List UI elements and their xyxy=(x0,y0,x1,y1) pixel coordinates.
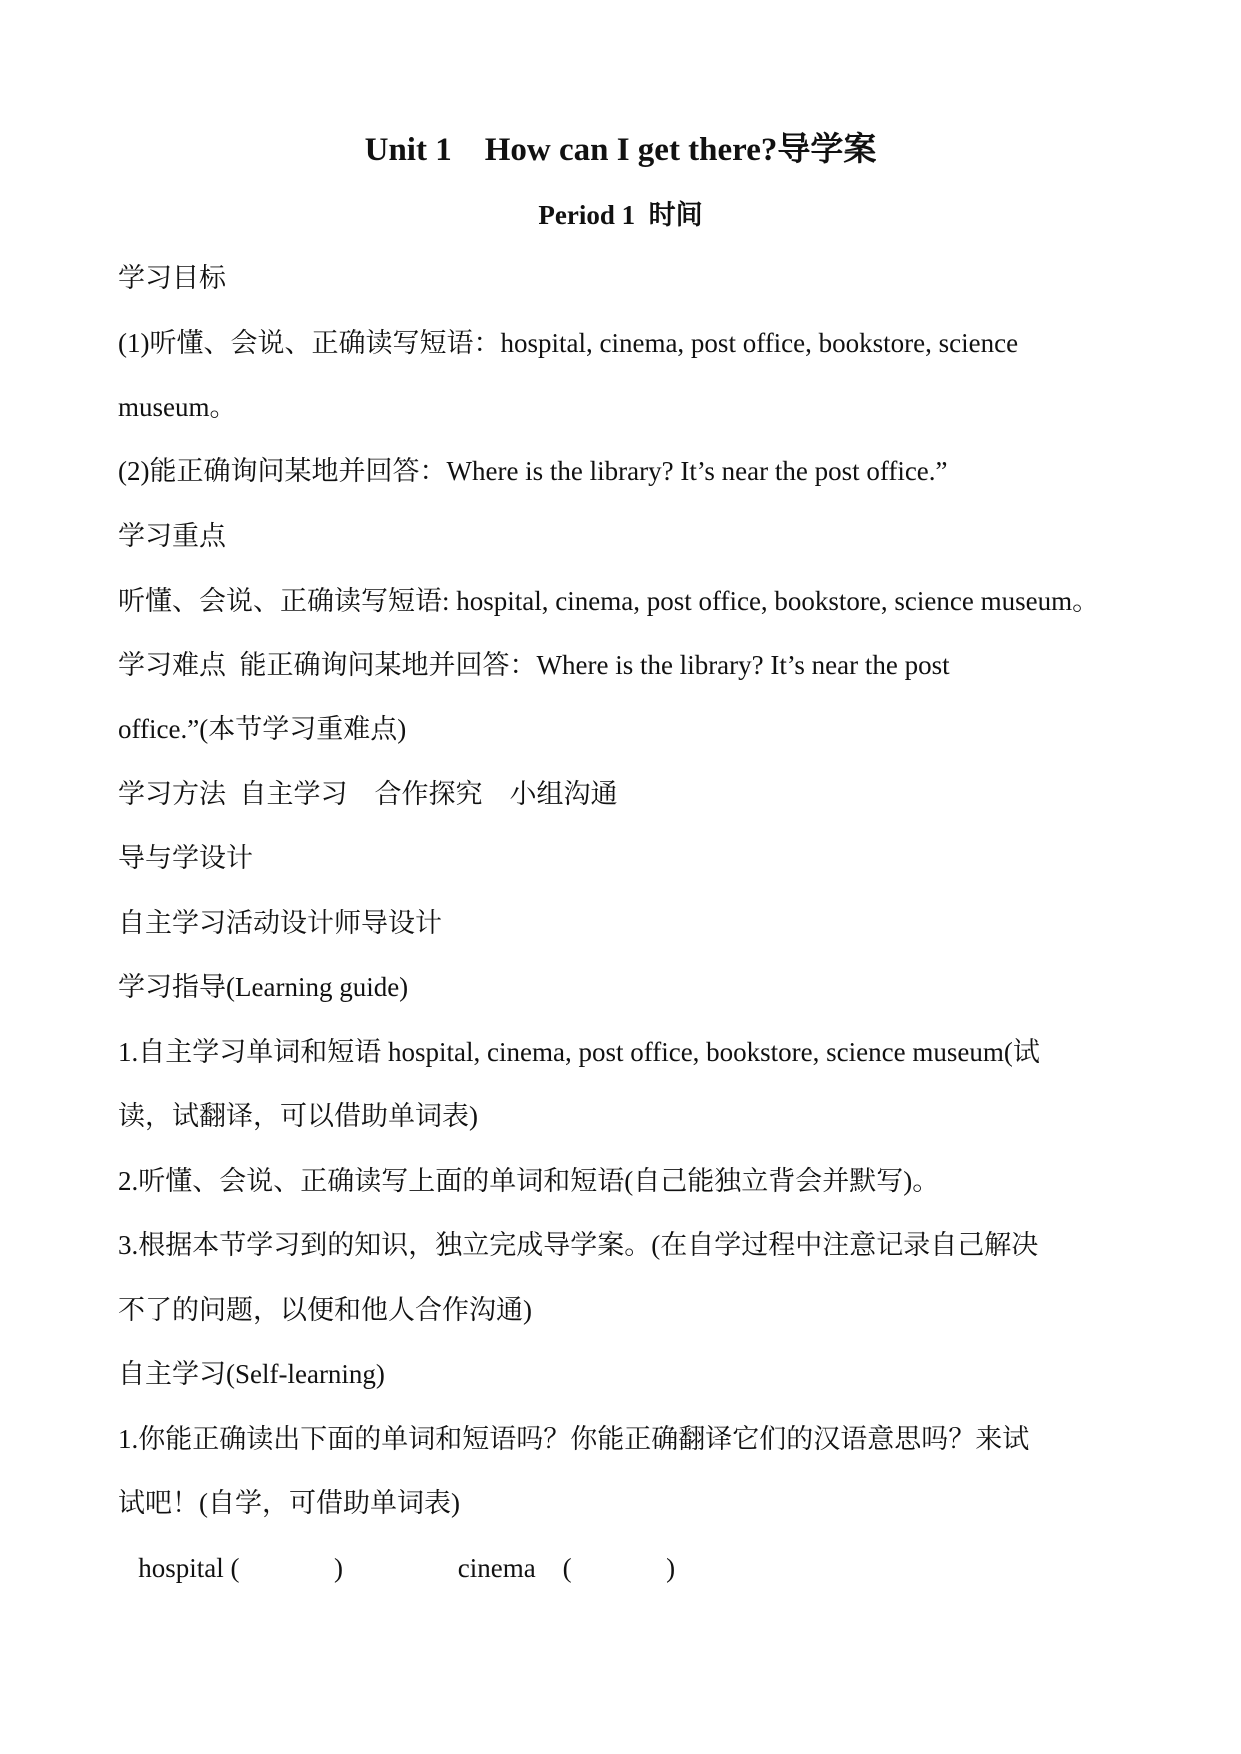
document-title: Unit 1 How can I get there?导学案 xyxy=(364,132,877,168)
guide-item-3-line-2: 不了的问题，以便和他人合作沟通) xyxy=(118,1295,532,1325)
learning-methods: 学习方法 自主学习 合作探究 小组沟通 xyxy=(118,779,618,809)
exercise-1-line-2: 试吧！(自学，可借助单词表) xyxy=(118,1488,460,1518)
difficulty-line-1: 学习难点 能正确询问某地并回答：Where is the library? It’s near the post xyxy=(118,650,950,680)
section-heading-key-points: 学习重点 xyxy=(118,521,226,551)
activity-design-heading: 自主学习活动设计师导设计 xyxy=(118,908,442,938)
self-learning-heading: 自主学习(Self-learning) xyxy=(118,1359,385,1389)
guide-item-1-line-1: 1.自主学习单词和短语 hospital, cinema, post office, bookstore, science museum(试 xyxy=(118,1037,1040,1067)
guide-item-1-line-2: 读，试翻译，可以借助单词表) xyxy=(118,1101,478,1131)
section-heading-objectives: 学习目标 xyxy=(118,263,226,293)
learning-guide-heading: 学习指导(Learning guide) xyxy=(118,972,409,1002)
difficulty-line-2: office.”(本节学习重难点) xyxy=(118,714,407,744)
objective-2: (2)能正确询问某地并回答：Where is the library? It’s near the post office.” xyxy=(118,456,948,486)
period-subtitle: Period 1 时间 xyxy=(538,200,703,230)
objective-1-line-1: (1)听懂、会说、正确读写短语：hospital, cinema, post office, bookstore, science xyxy=(118,328,1019,358)
exercise-1-line-1: 1.你能正确读出下面的单词和短语吗？你能正确翻译它们的汉语意思吗？来试 xyxy=(118,1424,1030,1454)
key-points-text: 听懂、会说、正确读写短语: hospital, cinema, post office, bookstore, science museum。 xyxy=(118,586,1100,616)
guide-item-2: 2.听懂、会说、正确读写上面的单词和短语(自己能独立背会并默写)。 xyxy=(118,1166,940,1196)
section-heading-design: 导与学设计 xyxy=(118,843,253,873)
objective-1-line-2: museum。 xyxy=(118,392,237,422)
guide-item-3-line-1: 3.根据本节学习到的知识，独立完成导学案。(在自学过程中注意记录自己解决 xyxy=(118,1230,1039,1260)
vocabulary-blanks-row: hospital ( ) cinema ( ) xyxy=(118,1553,676,1583)
